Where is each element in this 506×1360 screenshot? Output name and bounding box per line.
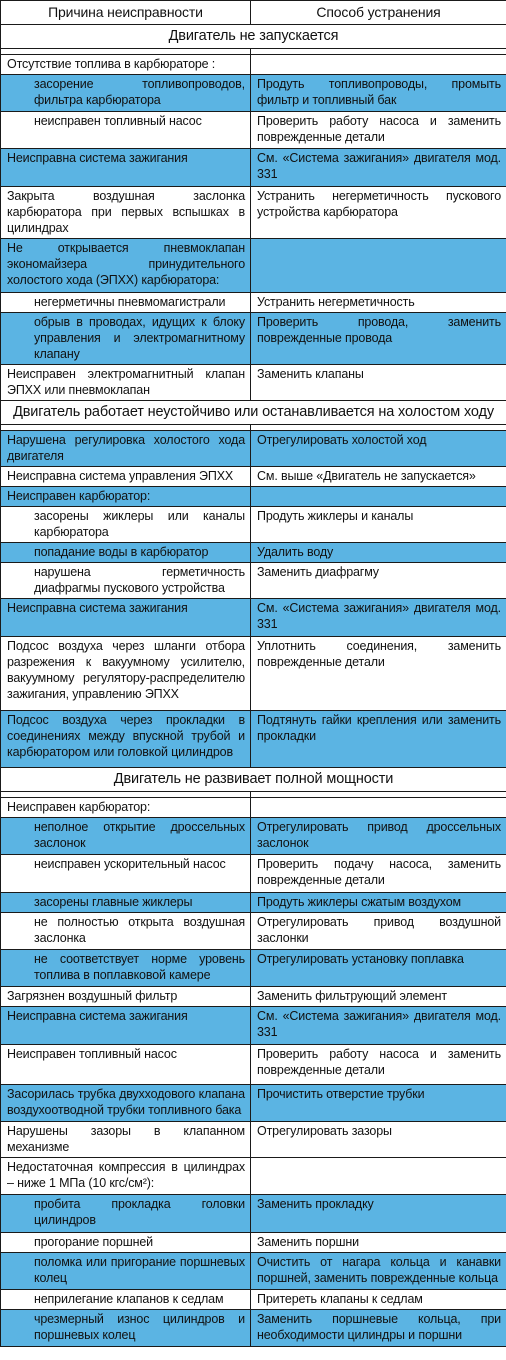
table-row [1,487,506,507]
table-row [1,313,506,365]
cause-cell: неприлегание клапанов к седлам [1,1290,251,1310]
section-row [1,401,506,425]
remedy-cell: См. «Система зажигания» двигателя мод. 331 [251,149,506,187]
table-row [1,798,506,818]
cause-cell: Закрыта воздушная заслонка карбюратора при первых вспышках в цилиндрах [1,187,251,239]
cause-cell: пробита прокладка головки цилиндров [1,1195,251,1233]
remedy-cell: Продуть жиклеры и каналы [251,507,506,543]
table-row [1,987,506,1007]
table-row [1,1195,506,1233]
table-row [1,711,506,768]
cause-cell: засорены жиклеры или каналы карбюратора [1,507,251,543]
remedy-cell: Заменить диафрагму [251,563,506,599]
remedy-cell: Заменить фильтрующий элемент [251,987,506,1007]
section-row [1,25,506,49]
cause-cell: Недостаточная компрессия в цилиндрах – ниже 1 МПа (10 кгс/см²): [1,1158,251,1195]
cause-cell: Отсутствие топлива в карбюраторе : [1,55,251,75]
cause-cell: прогорание поршней [1,1233,251,1253]
table-row [1,365,506,401]
cause-cell: попадание воды в карбюратор [1,543,251,563]
table-row [1,563,506,599]
remedy-cell: Проверить работу насоса и заменить поврежденные детали [251,112,506,149]
cause-cell: Неисправна система зажигания [1,599,251,637]
cause-cell: Неисправна система зажигания [1,149,251,187]
table-row [1,543,506,563]
table-row [1,431,506,467]
remedy-cell: Отрегулировать привод воздушной заслонки [251,913,506,950]
table-row [1,1310,506,1347]
remedy-cell: Заменить поршневые кольца, при необходимости цилиндры и поршни [251,1310,506,1347]
table-row [1,239,506,293]
remedy-cell: Проверить подачу насоса, заменить поврежденные детали [251,855,506,893]
cause-cell: неисправен ускорительный насос [1,855,251,893]
table-row [1,950,506,987]
table-row [1,187,506,239]
header-remedy: Способ устранения [251,1,506,25]
remedy-cell [251,487,506,507]
table-row [1,893,506,913]
table-row [1,507,506,543]
cause-cell: Засорилась трубка двухходового клапана воздухоотводной трубки топливного бака [1,1085,251,1122]
cause-cell: неполное открытие дроссельных заслонок [1,818,251,855]
table-header [1,1,506,25]
remedy-cell: Заменить поршни [251,1233,506,1253]
cause-cell: негерметичны пневмомагистрали [1,293,251,313]
table-row [1,599,506,637]
table-row [1,1122,506,1158]
remedy-cell: Устранить негерметичность [251,293,506,313]
remedy-cell: Отрегулировать зазоры [251,1122,506,1158]
cause-cell: Подсос воздуха через прокладки в соединениях между впускной трубой и карбюратором или головкой цилиндров [1,711,251,768]
remedy-cell: См. «Система зажигания» двигателя мод. 331 [251,599,506,637]
section-title: Двигатель не развивает полной мощности [1,768,506,792]
cause-cell: поломка или пригорание поршневых колец [1,1253,251,1290]
cause-cell: чрезмерный износ цилиндров и поршневых колец [1,1310,251,1347]
remedy-cell: Притереть клапаны к седлам [251,1290,506,1310]
remedy-cell: Заменить прокладку [251,1195,506,1233]
table-row [1,1158,506,1195]
cause-cell: Не открывается пневмоклапан экономайзера принудительного холостого хода (ЭПХХ) карбюратора: [1,239,251,293]
remedy-cell: Подтянуть гайки крепления или заменить прокладки [251,711,506,768]
remedy-cell: Устранить негерметичность пускового устройства карбюратора [251,187,506,239]
cause-cell: Подсос воздуха через шланги отбора разрежения к вакуумному усилителю, вакуумному регулятору-распределителю зажигания, управлению ЭПХХ [1,637,251,711]
cause-cell: не соответствует норме уровень топлива в поплавковой камере [1,950,251,987]
remedy-cell [251,55,506,75]
remedy-cell: Прочистить отверстие трубки [251,1085,506,1122]
cause-cell: Неисправен электромагнитный клапан ЭПХХ или пневмоклапан [1,365,251,401]
cause-cell: не полностью открыта воздушная заслонка [1,913,251,950]
table-row [1,112,506,149]
remedy-cell: Продуть топливопроводы, промыть фильтр и топливный бак [251,75,506,112]
cause-cell: засорены главные жиклеры [1,893,251,913]
section-row [1,768,506,792]
table-row [1,149,506,187]
table-row [1,637,506,711]
table-row [1,293,506,313]
remedy-cell: Проверить провода, заменить поврежденные провода [251,313,506,365]
remedy-cell: Отрегулировать установку поплавка [251,950,506,987]
remedy-cell: Удалить воду [251,543,506,563]
cause-cell: Неисправна система управления ЭПХХ [1,467,251,487]
table-row [1,818,506,855]
cause-cell: Загрязнен воздушный фильтр [1,987,251,1007]
cause-cell: Нарушена регулировка холостого хода двигателя [1,431,251,467]
cause-cell: Неисправен топливный насос [1,1045,251,1085]
cause-cell: нарушена герметичность диафрагмы пускового устройства [1,563,251,599]
remedy-cell: Уплотнить соединения, заменить поврежденные детали [251,637,506,711]
table-row [1,1290,506,1310]
cause-cell: неисправен топливный насос [1,112,251,149]
table-row [1,913,506,950]
cause-cell: Неисправна система зажигания [1,1007,251,1045]
cause-cell: Неисправен карбюратор: [1,487,251,507]
table-row [1,75,506,112]
remedy-cell [251,798,506,818]
header-cause: Причина неисправности [1,1,251,25]
remedy-cell: Отрегулировать привод дроссельных заслонок [251,818,506,855]
section-title: Двигатель не запускается [1,25,506,49]
table-row [1,467,506,487]
table-row [1,1085,506,1122]
section-title: Двигатель работает неустойчиво или останавливается на холостом ходу [1,401,506,425]
remedy-cell [251,239,506,293]
table-row [1,1253,506,1290]
remedy-cell: Отрегулировать холостой ход [251,431,506,467]
cause-cell: Нарушены зазоры в клапанном механизме [1,1122,251,1158]
remedy-cell: Очистить от нагара кольца и канавки поршней, заменить поврежденные кольца [251,1253,506,1290]
table-row [1,1007,506,1045]
remedy-cell: Заменить клапаны [251,365,506,401]
remedy-cell [251,1158,506,1195]
table-row [1,855,506,893]
remedy-cell: См. выше «Двигатель не запускается» [251,467,506,487]
table-body [1,25,506,1347]
cause-cell: засорение топливопроводов, фильтра карбюратора [1,75,251,112]
remedy-cell: Продуть жиклеры сжатым воздухом [251,893,506,913]
cause-cell: Неисправен карбюратор: [1,798,251,818]
remedy-cell: См. «Система зажигания» двигателя мод. 331 [251,1007,506,1045]
cause-cell: обрыв в проводах, идущих к блоку управления и электромагнитному клапану [1,313,251,365]
remedy-cell: Проверить работу насоса и заменить поврежденные детали [251,1045,506,1085]
table-row [1,1045,506,1085]
table-row [1,1233,506,1253]
table-row [1,55,506,75]
